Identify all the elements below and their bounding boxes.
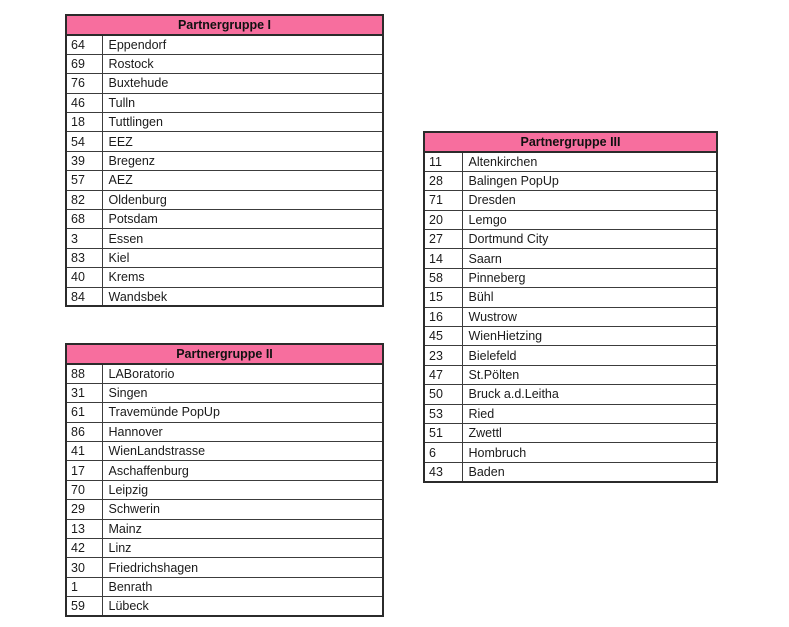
table-row (424, 230, 717, 249)
store-number-cell: 17 (66, 461, 102, 480)
store-number-cell: 59 (66, 597, 102, 616)
store-name-cell: Kiel (102, 248, 383, 267)
store-name-cell: Leipzig (102, 480, 383, 499)
store-name-cell: Wandsbek (102, 287, 383, 306)
store-name-cell: Rostock (102, 54, 383, 73)
table-row (66, 35, 383, 54)
table-row (66, 190, 383, 209)
table-row (424, 443, 717, 462)
partnergruppe-3-table (423, 131, 718, 483)
store-name-cell: Singen (102, 383, 383, 402)
store-number-cell: 68 (66, 210, 102, 229)
table-row (424, 462, 717, 481)
table-header-row (424, 132, 717, 152)
table-row (66, 74, 383, 93)
store-number-cell: 45 (424, 327, 462, 346)
table-header-row (66, 344, 383, 364)
table-row (424, 249, 717, 268)
store-number-cell: 6 (424, 443, 462, 462)
table-row (66, 422, 383, 441)
store-name-cell: Eppendorf (102, 35, 383, 54)
table-row (424, 152, 717, 171)
store-name-cell: Oldenburg (102, 190, 383, 209)
store-name-cell: Lemgo (462, 210, 717, 229)
store-number-cell: 61 (66, 403, 102, 422)
store-name-cell: Benrath (102, 577, 383, 596)
table-row (66, 268, 383, 287)
store-number-cell: 20 (424, 210, 462, 229)
store-number-cell: 1 (66, 577, 102, 596)
table-row (424, 385, 717, 404)
table-row (424, 210, 717, 229)
store-number-cell: 43 (424, 462, 462, 481)
store-name-cell: Travemünde PopUp (102, 403, 383, 422)
store-name-cell: Tulln (102, 93, 383, 112)
store-name-cell: Altenkirchen (462, 152, 717, 171)
table-row (424, 307, 717, 326)
table-row (66, 500, 383, 519)
store-number-cell: 50 (424, 385, 462, 404)
store-name-cell: Dresden (462, 191, 717, 210)
table-row (66, 519, 383, 538)
store-number-cell: 88 (66, 364, 102, 383)
store-number-cell: 15 (424, 288, 462, 307)
table-row (66, 480, 383, 499)
store-name-cell: Bruck a.d.Leitha (462, 385, 717, 404)
table-row (66, 577, 383, 596)
table-row (424, 268, 717, 287)
store-name-cell: Dortmund City (462, 230, 717, 249)
store-number-cell: 51 (424, 423, 462, 442)
table-row (66, 558, 383, 577)
store-number-cell: 30 (66, 558, 102, 577)
store-number-cell: 16 (424, 307, 462, 326)
table-row (66, 210, 383, 229)
store-name-cell: Bregenz (102, 151, 383, 170)
table-row (66, 229, 383, 248)
store-name-cell: Potsdam (102, 210, 383, 229)
partnergruppe-2-table (65, 343, 384, 617)
store-number-cell: 29 (66, 500, 102, 519)
table-body (424, 152, 717, 482)
table-title: Partnergruppe II (66, 344, 383, 364)
table-row (424, 191, 717, 210)
store-number-cell: 47 (424, 365, 462, 384)
store-name-cell: Hannover (102, 422, 383, 441)
store-number-cell: 14 (424, 249, 462, 268)
table-row (66, 539, 383, 558)
store-name-cell: Krems (102, 268, 383, 287)
table-row (66, 364, 383, 383)
table-row (66, 461, 383, 480)
store-name-cell: Buxtehude (102, 74, 383, 93)
store-name-cell: Wustrow (462, 307, 717, 326)
table-row (66, 442, 383, 461)
store-name-cell: St.Pölten (462, 365, 717, 384)
table-row (66, 383, 383, 402)
store-number-cell: 76 (66, 74, 102, 93)
table-header-row (66, 15, 383, 35)
store-number-cell: 23 (424, 346, 462, 365)
store-name-cell: Schwerin (102, 500, 383, 519)
table-row (66, 403, 383, 422)
table-row (424, 288, 717, 307)
store-number-cell: 64 (66, 35, 102, 54)
store-number-cell: 70 (66, 480, 102, 499)
store-name-cell: WienLandstrasse (102, 442, 383, 461)
table-row (424, 404, 717, 423)
store-name-cell: AEZ (102, 171, 383, 190)
store-number-cell: 40 (66, 268, 102, 287)
table-body (66, 35, 383, 306)
store-number-cell: 31 (66, 383, 102, 402)
store-number-cell: 42 (66, 539, 102, 558)
store-number-cell: 83 (66, 248, 102, 267)
table-row (424, 346, 717, 365)
store-number-cell: 84 (66, 287, 102, 306)
store-number-cell: 58 (424, 268, 462, 287)
store-name-cell: Balingen PopUp (462, 171, 717, 190)
store-name-cell: Lübeck (102, 597, 383, 616)
store-name-cell: Tuttlingen (102, 113, 383, 132)
table-row (66, 113, 383, 132)
store-name-cell: Saarn (462, 249, 717, 268)
store-number-cell: 28 (424, 171, 462, 190)
store-number-cell: 46 (66, 93, 102, 112)
store-name-cell: Friedrichshagen (102, 558, 383, 577)
store-number-cell: 54 (66, 132, 102, 151)
store-name-cell: EEZ (102, 132, 383, 151)
store-name-cell: Baden (462, 462, 717, 481)
store-number-cell: 27 (424, 230, 462, 249)
table-row (424, 327, 717, 346)
table-title: Partnergruppe I (66, 15, 383, 35)
table-row (66, 287, 383, 306)
store-number-cell: 69 (66, 54, 102, 73)
store-name-cell: Aschaffenburg (102, 461, 383, 480)
store-name-cell: Mainz (102, 519, 383, 538)
table-title: Partnergruppe III (424, 132, 717, 152)
table-body (66, 364, 383, 616)
store-name-cell: Ried (462, 404, 717, 423)
table-row (66, 171, 383, 190)
store-number-cell: 57 (66, 171, 102, 190)
store-name-cell: LABoratorio (102, 364, 383, 383)
table-row (66, 151, 383, 170)
store-number-cell: 71 (424, 191, 462, 210)
table-row (66, 248, 383, 267)
store-number-cell: 82 (66, 190, 102, 209)
store-number-cell: 41 (66, 442, 102, 461)
table-row (66, 132, 383, 151)
store-name-cell: Hombruch (462, 443, 717, 462)
store-name-cell: WienHietzing (462, 327, 717, 346)
store-name-cell: Linz (102, 539, 383, 558)
store-name-cell: Bühl (462, 288, 717, 307)
store-number-cell: 53 (424, 404, 462, 423)
store-name-cell: Zwettl (462, 423, 717, 442)
table-row (424, 423, 717, 442)
store-name-cell: Pinneberg (462, 268, 717, 287)
partnergruppe-1-table (65, 14, 384, 307)
table-row (424, 365, 717, 384)
store-number-cell: 3 (66, 229, 102, 248)
store-name-cell: Bielefeld (462, 346, 717, 365)
table-row (66, 93, 383, 112)
table-row (66, 597, 383, 616)
store-number-cell: 13 (66, 519, 102, 538)
store-number-cell: 39 (66, 151, 102, 170)
store-name-cell: Essen (102, 229, 383, 248)
store-number-cell: 11 (424, 152, 462, 171)
store-number-cell: 86 (66, 422, 102, 441)
store-number-cell: 18 (66, 113, 102, 132)
table-row (66, 54, 383, 73)
table-row (424, 171, 717, 190)
